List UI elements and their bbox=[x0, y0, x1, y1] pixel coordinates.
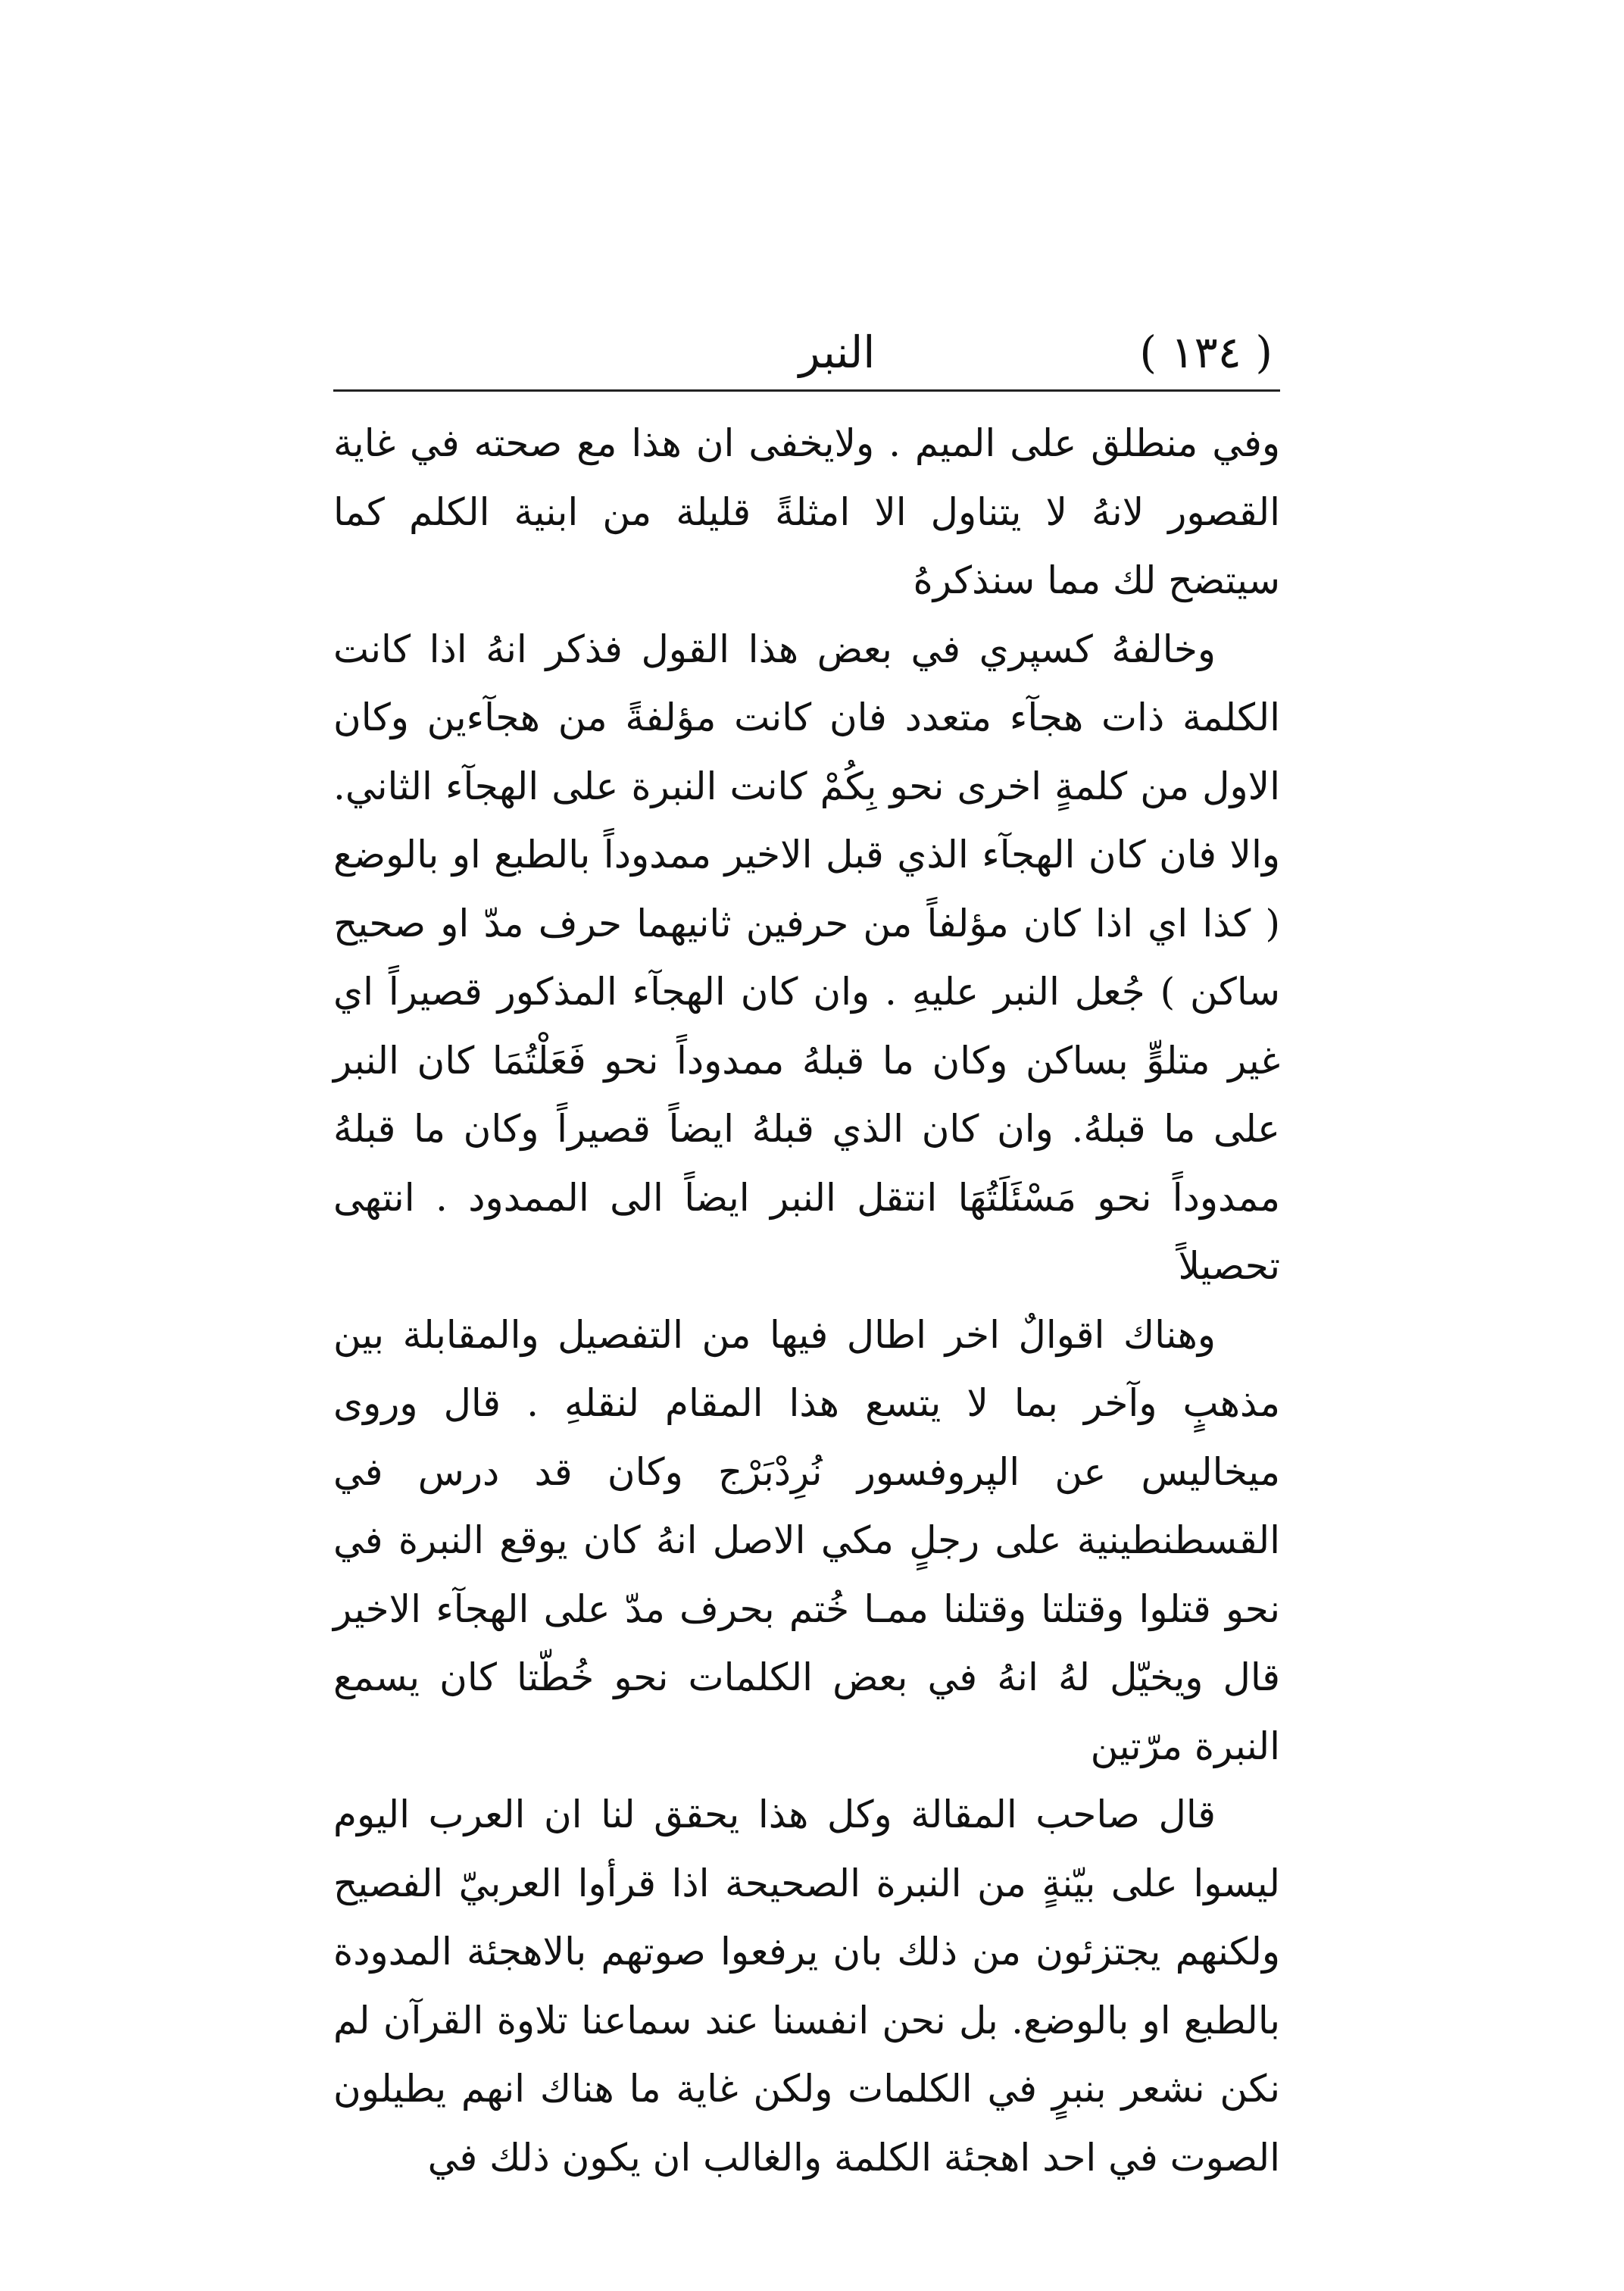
page-number: ( ١٣٤ ) bbox=[1139, 327, 1273, 378]
running-title: النبر bbox=[798, 327, 876, 378]
paragraph: وفي منطلق على الميم . ولايخفى ان هذا مع صحته في غاية القصور لانهُ لا يتناول الا امثلةً قليلة من ابنية الكلم كما سيتضح لك مما سنذكرهُ bbox=[333, 421, 1280, 602]
paragraph: وخالفهُ كسپري في بعض هذا القول فذكر انهُ اذا كانت الكلمة ذات هجآء متعدد فان كانت مؤلفةً من هجآءين وكان الاول من كلمةٍ اخرى نحو بِكُمْ كانت النبرة على الهجآء الثاني. والا فان كان الهجآء الذي قبل الاخير ممدوداً بالطبع او بالوضع ( كذا اي اذا كان مؤلفاً من حرفين ثانيهما حرف مدّ او صحيح ساكن ) جُعل النبر عليهِ . وان كان الهجآء المذكور قصيراً اي غير متلوٍّ بساكن وكان ما قبلهُ ممدوداً نحو فَعَلْتُمَا كان النبر على ما قبلهُ. وان كان الذي قبلهُ ايضاً قصيراً وكان ما قبلهُ ممدوداً نحو مَسْئَلَتُهَا انتقل النبر ايضاً الى الممدود . انتهى تحصيلاً bbox=[333, 627, 1280, 1288]
paragraph: قال صاحب المقالة وكل هذا يحقق لنا ان العرب اليوم ليسوا على بيّنةٍ من النبرة الصحيحة اذا قرأوا العربيّ الفصيح ولكنهم يجتزئون من ذلك بان يرفعوا صوتهم بالاهجئة المدودة بالطبع او بالوضع. بل نحن انفسنا عند سماعنا تلاوة القرآن لم نكن نشعر بنبرٍ في الكلمات ولكن غاية ما هناك انهم يطيلون الصوت في احد اهجئة الكلمة والغالب ان يكون ذلك في bbox=[333, 1792, 1280, 2180]
header-rule bbox=[333, 389, 1280, 392]
page-header bbox=[333, 318, 1280, 386]
paragraph: وهناك اقوالٌ اخر اطال فيها من التفصيل والمقابلة بين مذهبٍ وآخر بما لا يتسع هذا المقام لنقلهِ . قال وروى ميخاليس عن الپروفسور نُرِدْبَرْج وكان قد درس في القسطنطينية على رجلٍ مكي الاصل انهُ كان يوقع النبرة في نحو قتلوا وقتلتا وقتلنا ممـا خُتم بحرف مدّ على الهجآء الاخير قال ويخيّل لهُ انهُ في بعض الكلمات نحو خُطّتا كان يسمع النبرة مرّتين bbox=[333, 1312, 1280, 1768]
body-text bbox=[333, 409, 1280, 2192]
